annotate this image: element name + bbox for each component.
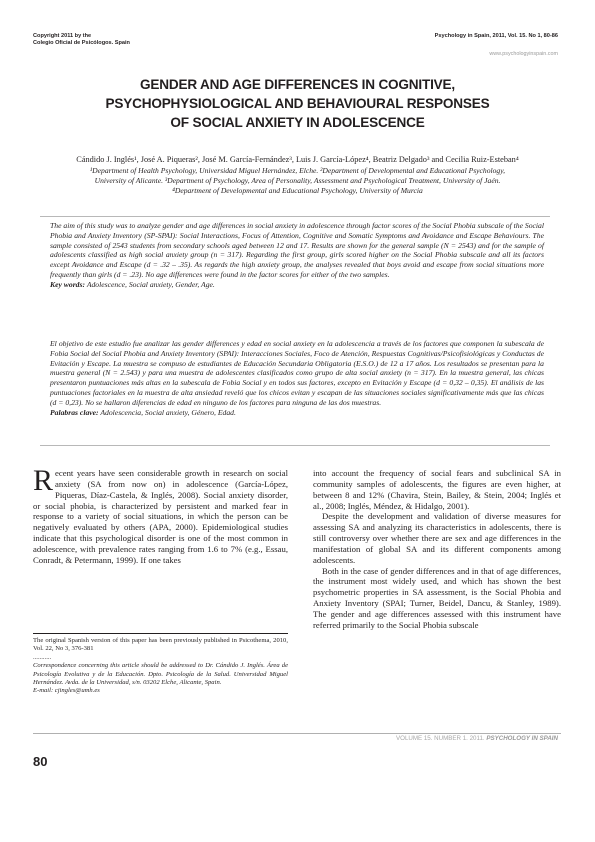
intro-paragraph-1 — [33, 464, 288, 566]
title-line-1: GENDER AND AGE DIFFERENCES IN COGNITIVE, — [139, 77, 455, 92]
copyright-line-1: Copyright 2011 by the — [33, 33, 92, 39]
title-line-2: PSYCHOPHYSIOLOGICAL AND BEHAVIOURAL RESPONSES — [105, 96, 490, 111]
keywords: Adolescence, Social anxiety, Gender, Age. — [86, 279, 215, 289]
footer-volume: VOLUME 15. NUMBER 1. 2011. — [396, 735, 485, 742]
abstract-spanish-text: El objetivo de este estudio fue analizar las gender differences y edad en social anxiety en la adolescencia a través de los factores que componen la subescala de Fobia Social del Social Phobia and Anxiety Inventory (SPAI): Interacciones Sociales, Foco de Atención, Respuestas Cognitivas/Psicofisiológicas y Conductas de Evitación y Escape. La muestra se compuso de estudiantes de Educación Secundaria Obligatoria (E.S.O.) de 12 a 17 años. Los resultados se presentan para la muestra general (N = 2.543) y para una muestra de adolescentes clasificados como grupo de alta social anxiety (n = 317). En la muestra general, las chicas presentaron puntuaciones más altas en la subescala de Fobia Social y en todos sus factores, excepto en Evitación y Escape (d = 0,32 – 0,35). El análisis de las puntuaciones factoriales en la muestra de alta ansiedad reveló que los chicos evitan y escapan de las situaciones sociales significativamente más que las chicas (d = 0,23). No se hallaron diferencias de edad en ninguno de los factores para ninguna de las dos muestras. — [50, 339, 544, 407]
footnote-separator: ........... — [33, 653, 52, 661]
title-line-3: OF SOCIAL ANXIETY IN ADOLESCENCE — [170, 115, 425, 130]
right-paragraph-1: into account the frequency of social fears and subclinical SA in community samples of adolescents, the figures are even higher, at between 8 and 12% (Chavira, Stein, Bailey, & Stein, 2004; Inglés et al., 2008; Inglés, Méndez, & Hidalgo, 2001). — [313, 468, 561, 511]
copyright-line-2: Colegio Oficial de Psicólogos. Spain — [33, 40, 130, 46]
author-list: Cándido J. Inglés¹, José A. Piqueras², José M. García-Fernández³, Luis J. García-López⁴, Beatriz Delgado³ and Cecilia Ruiz-Esteban⁴ — [76, 155, 519, 164]
footnote-email[interactable]: E-mail: cjingles@umh.es — [33, 687, 100, 695]
abstract-spanish — [50, 339, 544, 417]
intro-paragraph-1-text: ecent years have seen considerable growth in research on social anxiety (SA from now on) in adolescence (García-López, Piqueras, Díaz-Castela, & Inglés, 2008). Social anxiety disorder, or social phobia, is characterized by persistent and marked fear in response to a variety of social situations, in which the person can be negatively evaluated by others (APA, 2000). Epidemiological studies indicate that this psychological disorder is one of the most common in adolescence, with prevalence rates ranging from 1.6 to 7% (e.g., Essau, Conradt, & Petermann, 1999). If one takes — [33, 468, 288, 565]
footnote — [33, 637, 288, 696]
affiliations — [30, 166, 565, 196]
journal-url[interactable]: www.psychologyinspain.com — [489, 51, 558, 57]
footnote-rule — [33, 633, 288, 634]
footnote-correspondence: Correspondence concerning this article should be addressed to Dr. Cándido J. Inglés. Área de Psicología Evolutiva y de la Educación. Dpto. Psicología de la Salud. Universidad Miguel Hernández. Avda. de la Universidad, s/n. 03202 Elche, Alicante, Spain. — [33, 662, 288, 687]
affiliation-line-2: University of Alicante. ³Department of Psychology, Area of Personality, Assessment and Psychological Treatment, University of Jaén. — [94, 176, 501, 185]
right-paragraph-3: Both in the case of gender differences and in that of age differences, the instrument most widely used, and which has shown the best psychometric properties in SA assessment, is the Social Phobia and Anxiety Inventory (SPAI; Turner, Beidel, Dancu, & Stanley, 1989). The gender and age differences assessed with this instrument have referred primarily to the Social Phobia subscale — [313, 565, 561, 630]
copyright-notice — [33, 33, 130, 47]
journal-reference: Psychology in Spain, 2011, Vol. 15. No 1, 80-86 — [434, 33, 558, 39]
keywords-label: Key words: — [50, 279, 86, 289]
footer-rule — [33, 733, 561, 734]
abstract-english-text: The aim of this study was to analyze gender and age differences in social anxiety in adolescence through factor scores of the Social Phobia subscale of the Social Phobia and Anxiety Inventory (SP-SPAI): Social Interactions, Focus of Attention, Cognitive and Somatic Symptoms and Avoidance and Escape Behaviours. The sample consisted of 2543 students from secondary schools aged between 12 and 17. Results are shown for the general sample (N = 2543) and for the sample of adolescents classified as high social anxiety group (n = 317). Regarding the first group, girls scored higher on the Social Phobia subscale and all its factors except Avoidance and Escape (d = .32 – .35). As regards the high anxiety group, the analyses revealed that boys avoid and escape from social situations more frequently than girls (d = .23). No age differences were found in the factor scores for either of the two samples. — [50, 221, 544, 279]
body-column-left — [33, 464, 288, 566]
abstract-english — [50, 221, 544, 290]
article-title — [30, 75, 565, 132]
footer-brand: PSYCHOLOGY IN SPAIN — [486, 735, 558, 742]
affiliation-line-1: ¹Department of Health Psychology, Universidad Miguel Hernández, Elche. ²Department of Developmental and Educational Psychology, — [89, 166, 506, 175]
palabras-clave-label: Palabras clave: — [50, 407, 99, 417]
footnote-original-version: The original Spanish version of this paper has been previously published in Psicothema, 2010, Vol. 22, No 3, 376-381 — [33, 637, 288, 653]
affiliation-line-3: ⁴Department of Developmental and Educational Psychology, University of Murcia — [172, 186, 423, 195]
palabras-clave: Adolescencia, Social anxiety, Género, Edad. — [100, 407, 236, 417]
right-paragraph-2: Despite the development and validation of diverse measures for assessing SA and analyzing its characteristics in adolescents, there is still controversy over whether there are sex and age differences in the manifestation of global SA and its different components among adolescents. — [313, 511, 561, 565]
page-number: 80 — [33, 754, 48, 769]
drop-cap: R — [33, 464, 54, 497]
footer-journal — [396, 735, 558, 742]
body-column-right — [313, 468, 561, 631]
